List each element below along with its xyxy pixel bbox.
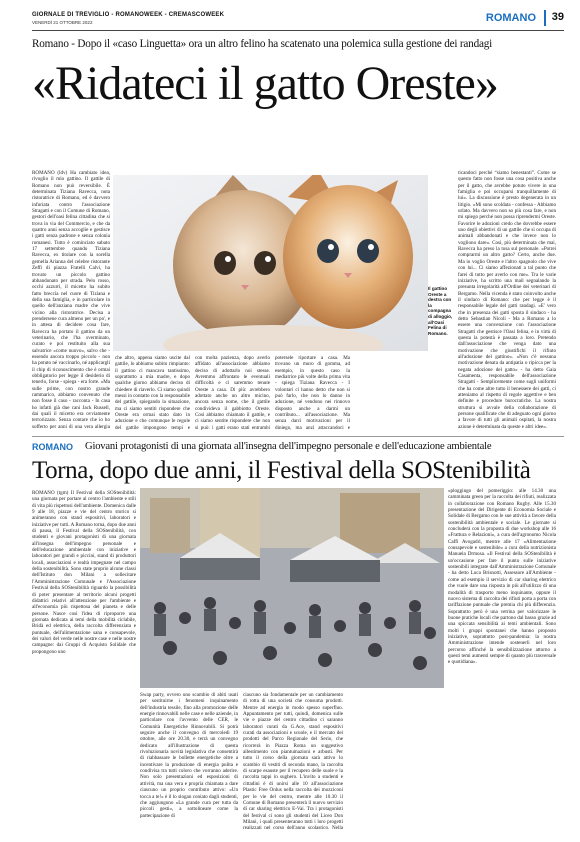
photo-caption: Il gattino Oreste a destra con la compagna di alloggio, all'Oasi Felina di Romano. (428, 286, 453, 336)
article1-column-1: ROMANO (ldv) Ha cambiato idea, rivoglio il mio gattino. Il gattile di Romano non può reversibile. È determinata Tiziana Ravecca, nota ristoratrice di Romano, ed è davvero infuriata contro l'associazione Stragatti e con il Comune di Romano, gestori dell'oasi felina cittadina che si trova in via del Commercio, e che da quattro anni senza accoglie e gestisce i gatti senza padrone e senza colonia romanesi. Tutto è cominciato sabato 17 settembre quando Tiziana Ravecca, ex titolare con la sorella gemella Arianna del celebre ristorante Zeffi di piazza Fratelli Calvi, ha trovato un piccolo gattino abbandonato per strada. Pelo rosso, occhi azzurri, il micetto ha subito fatto breccia nel cuore di Tiziana e della sua famiglia, e in particolare in quello dell'anziana madre che vive vicino alla ristoratrice. Decisa a prendersene cura almeno per un po', e in attesa di decidere cosa fare, Ravecca ha portato il gattino da un veterinario, che l'ha sverminato, curato e poi restituito alla sua salvatrice «come nuovo», salvo che - essendo ancora troppo piccolo - non ha potuto né vaccinarlo, né applicargli il chip di riconoscimento che è ormai obbligatorio per legge il desiderio di tenerlo, forse - spiega - era forte. «Ma sulle prime, con nostro grande rammarico, abbiamo convenuto che non fosse il caso - racconta - In casa ho infatti già due cani Jack Russell, dai quali il micetto era ovviamente terrorizzato. Senza contare che io ho sofferto per anni di una vera allergia (32, 170, 110, 430)
article1-title: «Ridateci il gatto Oreste» (32, 57, 498, 110)
article2-column-3: ciascuno sia fondamentale per un cambiamento di rotta di una società che consuma prodotti. Mentre ad energia in modo spesso superfluo. Appuntamento per tutti, quindi, domenica sulle vie e piazze del centro cittadino ci saranno laboratori curati da G.Ace, stand espositivi curati da associazioni e scuole, e il mercato dei prodotti del Parco Regionale del Serio, che ricorrerà in Piazza Roma un suggestivo allestimento con piantumazioni e arbusti. Per tutto il corso della giornata sarà attivo lo scambio di vestiti di seconda mano, la raccolta di scarpe esauste per il recupero delle suole e la raccolta tappi in sughero. L'invito a studenti e cittadini è di unirsi alle 10 all'associazione Plastic Free Onlus nella raccolta dei mozziconi per le vie del centro, mentre alle 10.30 il Comune di Romano presenterà il nuovo servizio di car sharing elettrico E-Vai. Tra i protagonisti del festival ci sono gli studenti del Liceo Don Milani, i quali presenteranno tutti i loro progetti realizzati nel corso dell'anno scolastico. Nella (243, 692, 343, 830)
article1-column-2: che altro, appena siamo uscite dal gattile, lo abbiamo subito rimpianto: il gattino ci mancava tantissimo, soprattutto a mia madre, e dopo qualche giorno abbiamo deciso di chiedere di riaverlo. Ci siamo quindi messi in contatto con la responsabile del gattile, spiegando la situazione, ma ci siamo sentiti rispondere che Oreste era ormai stato dato in adozione e che comunque le regole del gattile impongono tempi e (115, 355, 190, 430)
kittens-photo (113, 175, 428, 351)
publication-name: GIORNALE DI TREVIGLIO - ROMANOWEEK - CREMASCOWEEK (32, 12, 225, 18)
article1-column-5: ticandoci perché “siamo benestanti”. Come se questo fatto non fosse una cosa positiva anche per il gatto, che avrebbe potuto vivere in una famiglia e poi occuparsi tranquillamente di lui». La discussione è presto degenerata in un litigio. «Mi sono scoldata - confessa - Abbiamo urlato. Ma davvero non so più cosa fare, e non mi spiego perché non possa riprendermi Oreste. Favorire le adozioni credo che dovrebbe essere uno degli obiettivi di un gattile che si occupa di animali abbandonati e che invece non lo vogliono dare». Così, più determinata che mai, Ravecca ha preso la tosa sul personale. «Potrei comprarmi un altro gatto? Certo, anche due. Ma io voglio Oreste e l'altro spagnolo che vive con lui... Ci siamo affezionati a tal punto che farei di tutto per averlo con me». Tra le varie iniziative, ha scritto una mail segnalando la presunta irregolarità all'Ordine dei veterinari di Bergamo. Nella vicenda è stato coinvolto anche il sindaco di Romano: che per legge è il responsabile legale del gatti randagi. «E' vero che in presenza dei gatti sposta il sindaco - ha detto Sebastian Nicoli - Ma a Romano a lo essere una convenzione con l'associazione Stragatti che gestisce l'Oasi felina, e in virtù di questa la potestà è passata a loro. Pretendo dall'associazione che venga dato una motivazione che giustifichi il rifiuto all'adozione del gattino». «Non c'è nessuna motivazione denata da antipatia o ripicca per la negata adozione del gatto» - ha detto Gaia Casamenta, responsabile dell'associazione Stragatti - Semplicemente come sugli uniformi che ha come altre tutto il benessere dei gatti, ci atteniamo al rispetto di regole aggettive e ben definite e procedure burocratiche. La nostra struttura si avvale della collaborazione di persone qualificate che di adeguato ogni giorno a favore di tutti gli animali ospitati, la nostra azione è determinata da queste e altri idee». (458, 170, 556, 430)
article1-column-3: con molta pazienza, dopo averlo affidato all'associazione abbiamo deciso di adottarlo noi stesse. Avremmo affrontato le eventuali difficoltà e ci saremmo tenute Oreste a casa. Di più: avrebbero adottato anche un altro micino, ancora senza nome, che il gattile condivideva il gabbiotto Oreste. Così abbiamo chiamato il gattile, e ci siamo sentite rispondere che non si può: i gatti erano stati entrambi (195, 355, 270, 430)
article1-kicker: Romano - Dopo il «caso Linguetta» ora un altro felino ha scatenato una polemica sulla gestione dei randagi (32, 38, 493, 50)
article2-kicker: Giovani protagonisti di una giornata all'insegna dell'impegno personale e dell'educazione ambientale (85, 441, 492, 452)
article1-column-4: potersele riportare a casa. Ma trovano un muro di gomma, ad esempio, in questo caso la mediatrice più volte della prima vita - spiega Tiziana Ravecca - I volontari ci hanno detto che non si può farlo, che non lo danno in adozione, né vendono nei rinnovo disposto anche a darmi un contributo... all'associazione. Ma senza darci motivazioni per il diniego, ma anzi attaccandoci e (275, 355, 350, 430)
article2-column-2: Swap party, ovvero uno scambio di abiti usati per sostituirne i fenomeni inquinamento dell'industria tessile, fino alla promozione delle energie rinnovabili nelle case e nelle aziende, in particolare con l'avvento delle CER, le Comunità Energetiche Rinnovabili. Si potrà seguire anche il convegno di mercoledì 19 ottobre, alle ore 20.30, e terrà un convegno dedicato all'illustrazione di questa rivoluzionaria novità legislativa che consentirà di riabbassare le bollette energetiche oltre a incentivare la produzione di energia pulita e condivisa tra tutti coloro che vorranno aderire. Non solo presentazioni ed esposizioni di attività, ma una vera e propria chiamata a dare ciascuno un proprio contributo attivo: «Un tocca a te!» è il lo slogan coniato dagli studenti, che aggiungono «La grande cura per tutta da piccoli gesti», a sottolineare come la partecipazione di (140, 692, 238, 819)
section-name: ROMANO (485, 12, 536, 24)
page-number: 39 (551, 11, 564, 23)
article2-title: Torna, dopo due anni, il Festival della SOStenibilità (32, 457, 531, 484)
page-header (32, 8, 564, 34)
festival-photo (140, 488, 444, 688)
header-divider (544, 10, 546, 26)
header-rule (32, 30, 564, 31)
article2-column-1: ROMANO (tgm) Il Festival della SOStenibilità: una giornata per portare al centro l'ambiente e stili di vita più rispettosi dell'ambiente. Domenica dalle 9 alle 18, piazze e vie del centro storico si animeranno con stand espositivi, laboratori e iniziative per tutti. A Romano torna, dopo due anni di pausa, il Festival della SOStenibilità, con studenti e giovani protagonisti di una giornata all'insegna dell'impegno personale e dell'educazione ambientale con iniziative e laboratori per grandi e piccini, stand di produttori locali, associazioni e realtà impegnate nel campo della sostenibilità. Sono state proprio alcune classi dell'Istituto don Milani a sollecitare l'Amministrazione Comunale e l'Associazione Festival della SOStenibilità riguardo la possibilità di poter presentare al territorio alcuni progetti didattici relativi all'attenzione per l'ambiente e all'economia più rispettosa del pianeta e delle persone. Nasce così l'idea di riproporre una giornata dedicata ai temi della mobilità ciclabile, Bridà ed elettrica, della raccolta differenziata e puntuale, dell'alimentazione sana e consapevole, dei valori del verde nelle nostre case e nelle nostre campagne: dai Gruppi di Acquisto Solidale che propongono uno (32, 490, 136, 655)
section-separator (32, 436, 564, 437)
article2-section-tag: ROMANO (32, 442, 73, 452)
kittens-illustration (113, 175, 428, 351)
article2-column-4: «ploggingo del pomeriggio: alle 14.30 una camminata green per la raccolta dei rifiuti, realizzata in collaborazione con Romano Rugby. Alle 15.30 presentazione del Dirigente di Economia Sociale e Solidale di Bergamo con le sue attività a favore della sostenibilità ambientale e sociale. Le giornate si concluderà con la proposta di due workshop alle 16 «Frattura e Relazioni», a cura dell'agronomo Nicola Caffi Avogadri, mentre alle 17 «Alimentazione consapevole e sostenibile» a cura della nutrizionista Manuela Drmosa. «Il Festival della SOStenibilità è un'occasione per fare il punto sulle iniziative sostenibili integrate dall'Amministrazione Comunale - ha detto Luca Brisnotti, Assessore all'Ambiente - come ad esempio il servizio di car sharing elettrico che vuole dare una risposta in più all'utilizzo di una modalità di trasporto meno inquinante, oppure il nuovo sistema di raccolta dei rifiuti porta a porta con tariffazione puntuale che premia chi più differenzia. Soprattutto però è una vetrina per valorizzare le buone pratiche locali che partono dal basso grazie ad una spiccata sensibilità ai temi ambientali. Sono molti i gruppi spontanei che hanno proposto iniziative, soprattutto post-pandemia: la nostra Amministrazione intende sostenerli nel loro percorso affinché la sensibilizzazione attorno a questi temi aumenti sempre di quanto più trasversale e quotidiana». (448, 488, 556, 666)
article2-column-3b (346, 692, 444, 830)
issue-date: VENERDÌ 21 OTTOBRE 2022 (32, 20, 93, 25)
festival-illustration (140, 488, 444, 688)
